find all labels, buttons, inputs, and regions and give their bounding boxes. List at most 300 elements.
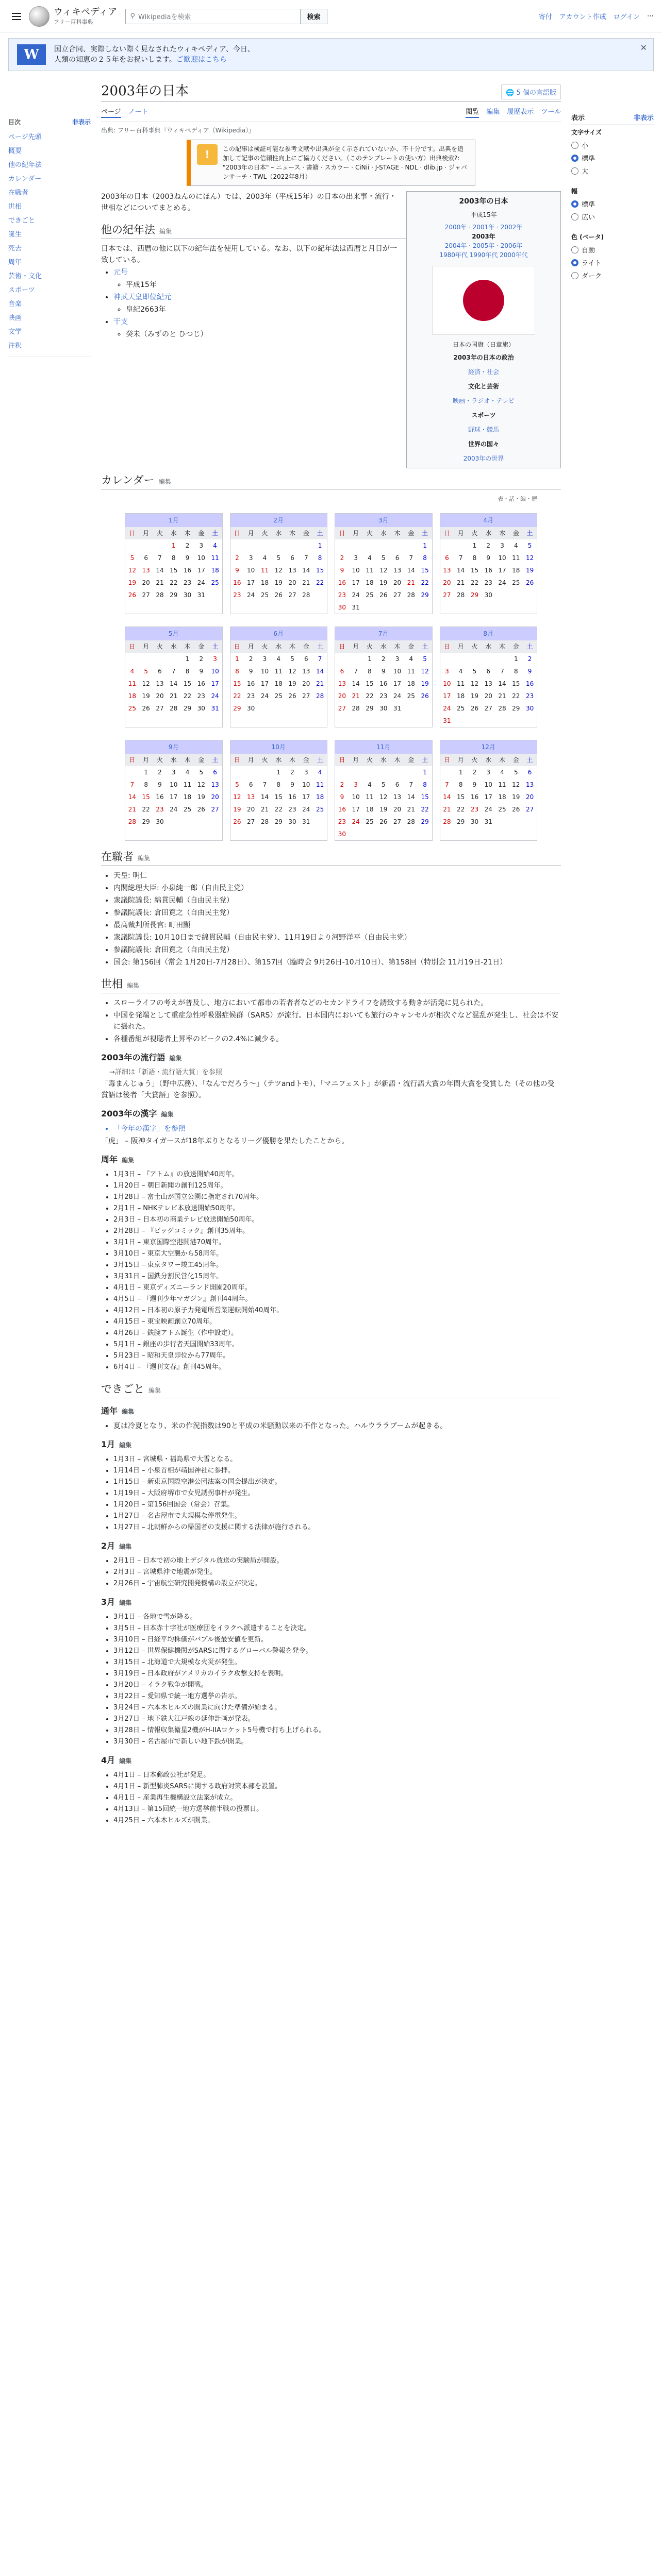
era-label[interactable]: 干支 bbox=[113, 318, 128, 326]
banner-link[interactable]: ご歓迎はこちら bbox=[176, 56, 227, 64]
edit-link[interactable]: 編集 bbox=[138, 855, 151, 862]
through-year-title: 通年 bbox=[101, 1406, 118, 1416]
calendar-month bbox=[440, 626, 538, 727]
toc-item[interactable]: 音楽 bbox=[8, 300, 22, 308]
calendar-day: 18 bbox=[366, 579, 374, 586]
toc-item[interactable]: 概要 bbox=[8, 147, 22, 155]
month-header[interactable]: 5月 bbox=[125, 627, 222, 640]
weekday-header: 火 bbox=[153, 527, 167, 539]
calendar-day: 26 bbox=[525, 579, 534, 586]
calendar-day: 21 bbox=[498, 692, 506, 700]
text-size-standard-radio[interactable]: 標準 bbox=[571, 151, 654, 164]
calendar-day: 9 bbox=[486, 554, 491, 562]
calendar-day: 28 bbox=[498, 705, 506, 712]
calendar-day: 5 bbox=[130, 554, 135, 562]
calendar-day: 27 bbox=[525, 806, 534, 813]
calendar-day: 17 bbox=[352, 806, 360, 813]
page-title: 2003年の日本 bbox=[101, 83, 189, 99]
calendar-day: 29 bbox=[470, 591, 479, 599]
list-item: • 4月26日 – 鉄腕アトム誕生（作中設定）。 bbox=[113, 1328, 561, 1339]
toc-item[interactable]: 注釈 bbox=[8, 342, 22, 350]
weekday-header: 水 bbox=[482, 527, 495, 539]
infobox-row[interactable]: 野球・競馬 bbox=[468, 426, 499, 433]
weekday-header: 火 bbox=[258, 640, 272, 653]
list-item: • 3月12日 – 世界保健機関がSARSに関するグローバル警報を発令。 bbox=[113, 1646, 561, 1657]
calendar-day: 17 bbox=[260, 680, 269, 687]
tab-read[interactable]: 閲覧 bbox=[466, 106, 479, 118]
edit-link[interactable]: 編集 bbox=[122, 1157, 135, 1164]
weekday-header: 月 bbox=[244, 640, 258, 653]
weekday-header: 土 bbox=[313, 754, 327, 766]
calendar-day: 28 bbox=[128, 818, 137, 825]
weekday-header: 金 bbox=[404, 754, 418, 766]
login-link[interactable]: ログイン bbox=[613, 13, 640, 21]
calendar-day: 27 bbox=[142, 591, 150, 599]
calendar-day: 15 bbox=[470, 567, 479, 574]
calendar-day: 19 bbox=[274, 579, 283, 586]
month-header[interactable]: 8月 bbox=[440, 627, 537, 640]
calendar-day: 12 bbox=[525, 554, 534, 562]
toc-item[interactable]: 他の紀年法 bbox=[8, 161, 42, 169]
calendar-day: 26 bbox=[470, 705, 479, 712]
calendar-day: 9 bbox=[185, 554, 190, 562]
era-label[interactable]: 元号 bbox=[113, 268, 128, 277]
calendar-day: 10 bbox=[247, 567, 255, 574]
calendar-day: 23 bbox=[233, 591, 241, 599]
tab-tools[interactable]: ツール bbox=[541, 108, 561, 116]
toc-item[interactable]: 芸術・文化 bbox=[8, 273, 42, 280]
text-size-large-radio[interactable]: 大 bbox=[571, 164, 654, 177]
calendar-day: 27 bbox=[393, 818, 402, 825]
society-list bbox=[113, 997, 561, 1045]
calendar-day: 28 bbox=[260, 818, 269, 825]
month-header[interactable]: 12月 bbox=[440, 740, 537, 754]
donate-link[interactable]: 寄付 bbox=[538, 13, 552, 21]
calendar-day: 10 bbox=[260, 668, 269, 675]
month-header[interactable]: 11月 bbox=[335, 740, 432, 754]
calendar-day: 30 bbox=[338, 604, 346, 611]
notice-text: この記事は検証可能な参考文献や出典が全く示されていないか、不十分です。出典を追加して記事の信頼性向上にご協力ください。（このテンプレートの使い方）出典検索?: "2003年の日本" – ニュース · 書籍 · スカラー · CiNii · J-STAGE · NDL · dlib.jp · ジャパンサーチ · TWL（2022年8月） bbox=[223, 145, 467, 180]
weekday-header: 月 bbox=[349, 640, 363, 653]
calendar-day: 15 bbox=[142, 793, 150, 801]
calendar-day: 20 bbox=[443, 579, 451, 586]
list-item: • 3月28日 – 情報収集衛星2機がH-IIAロケット5号機で打ち上げられる。 bbox=[113, 1725, 561, 1736]
calendar-day: 17 bbox=[247, 579, 255, 586]
weekday-header: 土 bbox=[208, 527, 222, 539]
list-item: • 4月13日 – 第15回統一地方選挙前半戦の投票日。 bbox=[113, 1804, 561, 1815]
text-size-small-radio[interactable]: 小 bbox=[571, 139, 654, 151]
calendar-grid bbox=[125, 513, 537, 841]
calendar-day: 14 bbox=[407, 793, 415, 801]
calendar-day: 15 bbox=[233, 680, 241, 687]
weekday-header: 金 bbox=[194, 640, 208, 653]
calendar-day: 24 bbox=[352, 818, 360, 825]
calendar-day: 15 bbox=[316, 567, 324, 574]
appearance-hide-button[interactable]: 非表示 bbox=[633, 114, 654, 122]
calendar-day: 30 bbox=[247, 705, 255, 712]
calendar-day: 3 bbox=[486, 769, 491, 776]
calendar-day: 5 bbox=[472, 668, 477, 675]
list-item: • 4月1日 – 産業再生機構設立法案が成立。 bbox=[113, 1792, 561, 1804]
calendar-day: 6 bbox=[213, 769, 217, 776]
list-item: • 4月25日 – 六本木ヒルズが開業。 bbox=[113, 1815, 561, 1826]
calendar-day: 19 bbox=[470, 692, 479, 700]
calendar-day: 8 bbox=[235, 668, 239, 675]
weekday-header: 木 bbox=[390, 527, 404, 539]
calendar-day: 22 bbox=[142, 806, 150, 813]
tab-history[interactable]: 履歴表示 bbox=[507, 108, 534, 116]
apr-heading bbox=[101, 1755, 561, 1767]
calendar-day: 22 bbox=[421, 579, 429, 586]
edit-link[interactable]: 編集 bbox=[169, 1055, 182, 1062]
calendar-day: 31 bbox=[443, 717, 451, 724]
calendar-day: 23 bbox=[288, 806, 296, 813]
fundraising-banner bbox=[8, 38, 654, 71]
infobox-years-next[interactable]: 2004年 · 2005年 · 2006年 bbox=[444, 242, 523, 249]
more-options-icon[interactable]: ⋯ bbox=[647, 12, 654, 20]
calendar-day: 20 bbox=[288, 579, 296, 586]
calendar-day: 9 bbox=[472, 781, 477, 788]
calendar-day: 15 bbox=[366, 680, 374, 687]
weekday-header: 水 bbox=[167, 527, 180, 539]
weekday-header: 月 bbox=[349, 754, 363, 766]
toc-item[interactable]: 周年 bbox=[8, 259, 22, 266]
month-header[interactable]: 4月 bbox=[440, 514, 537, 527]
calendar-day: 11 bbox=[316, 781, 324, 788]
calendar-day: 10 bbox=[443, 680, 451, 687]
calendar-day: 6 bbox=[486, 668, 491, 675]
calendar-day: 2 bbox=[290, 769, 294, 776]
calendar-day: 29 bbox=[421, 818, 429, 825]
through-year-list bbox=[113, 1420, 561, 1432]
appearance-title: 表示 bbox=[571, 114, 585, 122]
calendar-day: 19 bbox=[379, 806, 388, 813]
toc-item[interactable]: カレンダー bbox=[8, 175, 42, 183]
weekday-header: 土 bbox=[313, 527, 327, 539]
toc-item[interactable]: 在職者 bbox=[8, 189, 29, 197]
calendar-day: 26 bbox=[142, 705, 150, 712]
calendar-day: 16 bbox=[197, 680, 205, 687]
calendar-day: 6 bbox=[395, 554, 400, 562]
list-item: • 衆議院議長: 綿貫民輔（自由民主党） bbox=[113, 895, 561, 906]
toc-item[interactable]: 文学 bbox=[8, 328, 22, 336]
jan-title: 1月 bbox=[101, 1439, 115, 1449]
month-header[interactable]: 1月 bbox=[125, 514, 222, 527]
calendar-day: 5 bbox=[423, 655, 427, 663]
calendar-day: 18 bbox=[457, 692, 465, 700]
calendar-day: 27 bbox=[211, 806, 219, 813]
infobox-year-current: 2003年 bbox=[472, 233, 495, 240]
calendar-day: 15 bbox=[421, 793, 429, 801]
calendar-day: 28 bbox=[407, 818, 415, 825]
list-item: • 1月20日 – 第156回国会（常会）召集。 bbox=[113, 1499, 561, 1511]
weekday-header: 水 bbox=[376, 754, 390, 766]
weekday-header: 月 bbox=[454, 754, 468, 766]
edit-link[interactable]: 編集 bbox=[148, 1387, 161, 1394]
list-item: • 3月30日 – 名古屋市で新しい地下鉄が開業。 bbox=[113, 1736, 561, 1748]
toc-sidebar bbox=[8, 71, 91, 1826]
calendar-day: 3 bbox=[249, 554, 253, 562]
calendar-day: 12 bbox=[197, 781, 205, 788]
calendar-day: 26 bbox=[233, 818, 241, 825]
color-auto-radio[interactable]: 自動 bbox=[571, 243, 654, 256]
toc-item[interactable]: スポーツ bbox=[8, 286, 35, 294]
toc-item[interactable]: 映画 bbox=[8, 314, 22, 322]
month-header[interactable]: 2月 bbox=[230, 514, 327, 527]
anniversary-list bbox=[113, 1169, 561, 1373]
calendar-day: 8 bbox=[458, 781, 463, 788]
kanji-title: 2003年の漢字 bbox=[101, 1109, 157, 1118]
month-header[interactable]: 3月 bbox=[335, 514, 432, 527]
calendar-day: 25 bbox=[274, 692, 283, 700]
calendar-day: 22 bbox=[316, 579, 324, 586]
calendar-day: 10 bbox=[211, 668, 219, 675]
calendar-day: 3 bbox=[171, 769, 176, 776]
calendar-day: 20 bbox=[393, 806, 402, 813]
month-header[interactable]: 9月 bbox=[125, 740, 222, 754]
calendar-day: 18 bbox=[316, 793, 324, 801]
calendar-day: 9 bbox=[381, 668, 386, 675]
calendar-day: 20 bbox=[142, 579, 150, 586]
page-tabs bbox=[101, 102, 561, 122]
calendar-day: 6 bbox=[304, 655, 308, 663]
calendar-day: 8 bbox=[514, 668, 518, 675]
list-item: • 各種番組が視聴者上昇率のピークの2.4%に減少る。 bbox=[113, 1033, 561, 1045]
tab-talk[interactable]: ノート bbox=[128, 108, 148, 116]
calendar-day: 19 bbox=[525, 567, 534, 574]
list-item: • 1月20日 – 朝日新聞の創刊125周年。 bbox=[113, 1180, 561, 1192]
main-menu-icon[interactable] bbox=[8, 8, 25, 25]
site-logo[interactable] bbox=[29, 6, 117, 27]
infobox-decades[interactable]: 1980年代 1990年代 2000年代 bbox=[439, 251, 528, 259]
list-item: • 4月5日 – 『週刊少年マガジン』創刊44周年。 bbox=[113, 1294, 561, 1305]
infobox-row: 文化と芸術 bbox=[468, 383, 499, 390]
calendar-day: 8 bbox=[472, 554, 477, 562]
calendar-day: 8 bbox=[185, 668, 190, 675]
calendar-day: 21 bbox=[457, 579, 465, 586]
toc-item[interactable]: 誕生 bbox=[8, 231, 22, 239]
buzz-note: →詳細は「新語・流行語大賞」を参照 bbox=[109, 1069, 222, 1076]
calendar-day: 29 bbox=[233, 705, 241, 712]
jan-heading bbox=[101, 1439, 561, 1451]
calendar-day: 6 bbox=[527, 769, 532, 776]
calendar-day: 25 bbox=[211, 579, 219, 586]
buzz-text: 「毒まんじゅう」（野中広務）、「なんでだろう〜」（テツandトモ）、「マニフェスト」が新語・流行語大賞の年間大賞を受賞した（その他の受賞語は後者「大賞語」を参照）。 bbox=[101, 1080, 555, 1099]
calendar-day: 27 bbox=[443, 591, 451, 599]
officials-list bbox=[113, 870, 561, 968]
edit-link[interactable]: 編集 bbox=[119, 1599, 132, 1606]
infobox-years-prev[interactable]: 2000年 · 2001年 · 2002年 bbox=[444, 224, 523, 231]
calendar-day: 2 bbox=[527, 655, 532, 663]
banner-line-2: 人類の知恵の２５年をお祝いします。 bbox=[54, 56, 176, 64]
calendar-day: 1 bbox=[235, 655, 239, 663]
toc-title: 目次 bbox=[8, 118, 21, 126]
color-light-radio[interactable]: ライト bbox=[571, 256, 654, 269]
calendar-day: 2 bbox=[158, 769, 162, 776]
calendar-day: 2 bbox=[381, 655, 386, 663]
calendar-day: 30 bbox=[183, 591, 192, 599]
weekday-header: 日 bbox=[335, 527, 349, 539]
calendar-day: 2 bbox=[340, 781, 344, 788]
calendar-day: 9 bbox=[527, 668, 532, 675]
translate-icon: 🌐 bbox=[506, 89, 517, 97]
month-header[interactable]: 7月 bbox=[335, 627, 432, 640]
weekday-header: 金 bbox=[404, 527, 418, 539]
search-input[interactable] bbox=[125, 9, 301, 24]
list-item: • 1月19日 – 大阪府堺市で女児誘拐事件が発生。 bbox=[113, 1488, 561, 1499]
calendar-day: 3 bbox=[395, 655, 400, 663]
calendar-day: 3 bbox=[213, 655, 217, 663]
march-list bbox=[113, 1612, 561, 1748]
calendar-day: 24 bbox=[393, 692, 402, 700]
calendar-day: 5 bbox=[276, 554, 281, 562]
list-item: • 3月31日 – 国鉄分割民営化15周年。 bbox=[113, 1271, 561, 1282]
weekday-header: 水 bbox=[272, 640, 286, 653]
calendar-day: 25 bbox=[260, 591, 269, 599]
calendar-day: 3 bbox=[262, 655, 267, 663]
calendar-day: 8 bbox=[318, 554, 322, 562]
section-heading-calendar bbox=[101, 474, 561, 489]
weekday-header: 水 bbox=[272, 527, 286, 539]
calendar-day: 21 bbox=[128, 806, 137, 813]
weekday-header: 月 bbox=[139, 640, 153, 653]
toc-hide-button[interactable]: 非表示 bbox=[72, 118, 91, 126]
edit-link[interactable]: 編集 bbox=[127, 982, 140, 989]
buzz-title: 2003年の流行語 bbox=[101, 1053, 166, 1062]
infobox-title: 2003年の日本 bbox=[459, 197, 508, 206]
list-item: • スローライフの考えが普及し、地方において都市の若者者などのセカンドライフを誘致する動きが活発に見られた。 bbox=[113, 997, 561, 1009]
list-item: • 参議院議長: 倉田寛之（自由民主党） bbox=[113, 944, 561, 956]
edit-link[interactable]: 編集 bbox=[158, 478, 171, 485]
calendar-month bbox=[335, 740, 433, 841]
toc-item[interactable]: ページ先頭 bbox=[8, 133, 42, 141]
infobox-row[interactable]: 映画・ラジオ・テレビ bbox=[453, 397, 515, 404]
edit-link[interactable]: 編集 bbox=[119, 1757, 132, 1765]
calendar-day: 4 bbox=[276, 655, 281, 663]
edit-link[interactable]: 編集 bbox=[119, 1442, 132, 1449]
list-item: • 衆議院議長: 10月10日まで綿貫民輔（自由民主党）、11月19日より河野洋平（自由民主党） bbox=[113, 932, 561, 943]
width-standard-radio[interactable]: 標準 bbox=[571, 197, 654, 210]
list-item: • 1月28日 – 富士山が国立公園に指定され70周年。 bbox=[113, 1192, 561, 1203]
banner-message bbox=[54, 44, 255, 65]
search-form bbox=[125, 9, 327, 24]
weekday-header: 土 bbox=[418, 640, 432, 653]
month-header[interactable]: 6月 bbox=[230, 627, 327, 640]
calendar-day: 24 bbox=[247, 591, 255, 599]
weekday-header: 水 bbox=[376, 527, 390, 539]
calendar-day: 14 bbox=[170, 680, 178, 687]
list-item: • 4月1日 – 東京ディズニーランド開園20周年。 bbox=[113, 1282, 561, 1294]
calendar-navbar[interactable]: 表・話・編・歴 bbox=[498, 496, 537, 502]
calendar-day: 22 bbox=[233, 692, 241, 700]
list-item: • 3月10日 – 日経平均株価がバブル後最安値を更新。 bbox=[113, 1634, 561, 1646]
calendar-day: 19 bbox=[288, 680, 296, 687]
color-dark-radio[interactable]: ダーク bbox=[571, 269, 654, 282]
calendar-day: 8 bbox=[423, 554, 427, 562]
calendar-day: 14 bbox=[498, 680, 506, 687]
edit-link[interactable]: 編集 bbox=[122, 1408, 135, 1415]
calendar-day: 7 bbox=[304, 554, 308, 562]
list-item: • 2月26日 – 宇宙航空研究開発機構の設立が決定。 bbox=[113, 1578, 561, 1589]
mar-title: 3月 bbox=[101, 1597, 115, 1607]
calendar-day: 28 bbox=[407, 591, 415, 599]
close-icon[interactable]: ✕ bbox=[640, 43, 647, 53]
create-account-link[interactable]: アカウント作成 bbox=[559, 13, 606, 21]
infobox-row[interactable]: 2003年の世界 bbox=[463, 455, 504, 462]
calendar-month bbox=[125, 626, 223, 727]
calendar-day: 18 bbox=[260, 579, 269, 586]
weekday-header: 金 bbox=[194, 754, 208, 766]
list-item: • 3月10日 – 東京大空襲から58周年。 bbox=[113, 1248, 561, 1260]
calendar-day: 1 bbox=[185, 655, 190, 663]
weekday-header: 日 bbox=[440, 640, 454, 653]
kanji-link[interactable]: • 「今年の漢字」を参照 bbox=[113, 1123, 561, 1134]
calendar-day: 28 bbox=[352, 705, 360, 712]
weekday-header: 金 bbox=[404, 640, 418, 653]
calendar-day: 1 bbox=[144, 769, 148, 776]
calendar-day: 7 bbox=[171, 668, 176, 675]
calendar-day: 3 bbox=[304, 769, 308, 776]
calendar-day: 3 bbox=[354, 781, 358, 788]
calendar-day: 15 bbox=[457, 793, 465, 801]
edit-link[interactable]: 編集 bbox=[161, 1111, 174, 1118]
weekday-header: 日 bbox=[125, 754, 139, 766]
width-wide-radio[interactable]: 広い bbox=[571, 210, 654, 223]
weekday-header: 火 bbox=[153, 640, 167, 653]
calendar-day: 25 bbox=[366, 818, 374, 825]
calendar-day: 8 bbox=[276, 781, 281, 788]
tab-page[interactable]: ページ bbox=[101, 106, 121, 118]
weekday-header: 金 bbox=[299, 640, 313, 653]
calendar-month bbox=[440, 740, 538, 841]
calendar-day: 30 bbox=[470, 818, 479, 825]
infobox-row: 世界の国々 bbox=[468, 440, 499, 448]
calendar-day: 13 bbox=[443, 567, 451, 574]
era-label[interactable]: 神武天皇即位紀元 bbox=[113, 293, 171, 301]
calendar-day: 30 bbox=[379, 705, 388, 712]
calendar-day: 28 bbox=[170, 705, 178, 712]
language-button[interactable] bbox=[501, 84, 561, 99]
edit-link[interactable]: 編集 bbox=[119, 1543, 132, 1550]
officials-title: 在職者 bbox=[101, 851, 134, 863]
calendar-month bbox=[230, 626, 328, 727]
search-button[interactable]: 検索 bbox=[301, 9, 327, 24]
month-header[interactable]: 10月 bbox=[230, 740, 327, 754]
weekday-header: 月 bbox=[244, 754, 258, 766]
calendar-day: 30 bbox=[156, 818, 164, 825]
calendar-day: 4 bbox=[213, 542, 217, 549]
calendar-day: 29 bbox=[421, 591, 429, 599]
toc-item[interactable]: できごと bbox=[8, 217, 36, 225]
toc-item[interactable]: 死去 bbox=[8, 245, 22, 252]
calendar-day: 28 bbox=[156, 591, 164, 599]
wordmark-subtitle: フリー百科事典 bbox=[54, 18, 93, 25]
infobox-row[interactable]: 経済・社会 bbox=[468, 368, 499, 376]
calendar-day: 2 bbox=[185, 542, 190, 549]
toc-item[interactable]: 世相 bbox=[8, 203, 22, 211]
list-item: • 3月20日 – イラク戦争が開戦。 bbox=[113, 1680, 561, 1691]
list-item: • 4月1日 – 新型肺炎SARSに関する政府対策本部を設置。 bbox=[113, 1781, 561, 1792]
calendar-day: 1 bbox=[368, 655, 372, 663]
weekday-header: 月 bbox=[454, 640, 468, 653]
calendar-day: 7 bbox=[318, 655, 322, 663]
tab-edit[interactable]: 編集 bbox=[486, 108, 500, 116]
calendar-day: 11 bbox=[366, 567, 374, 574]
calendar-day: 21 bbox=[352, 692, 360, 700]
calendar-day: 1 bbox=[276, 769, 281, 776]
edit-link[interactable]: 編集 bbox=[159, 228, 172, 235]
list-item: • 3月5日 – 日本赤十字社が医療団をイラクへ派遣することを決定。 bbox=[113, 1623, 561, 1634]
